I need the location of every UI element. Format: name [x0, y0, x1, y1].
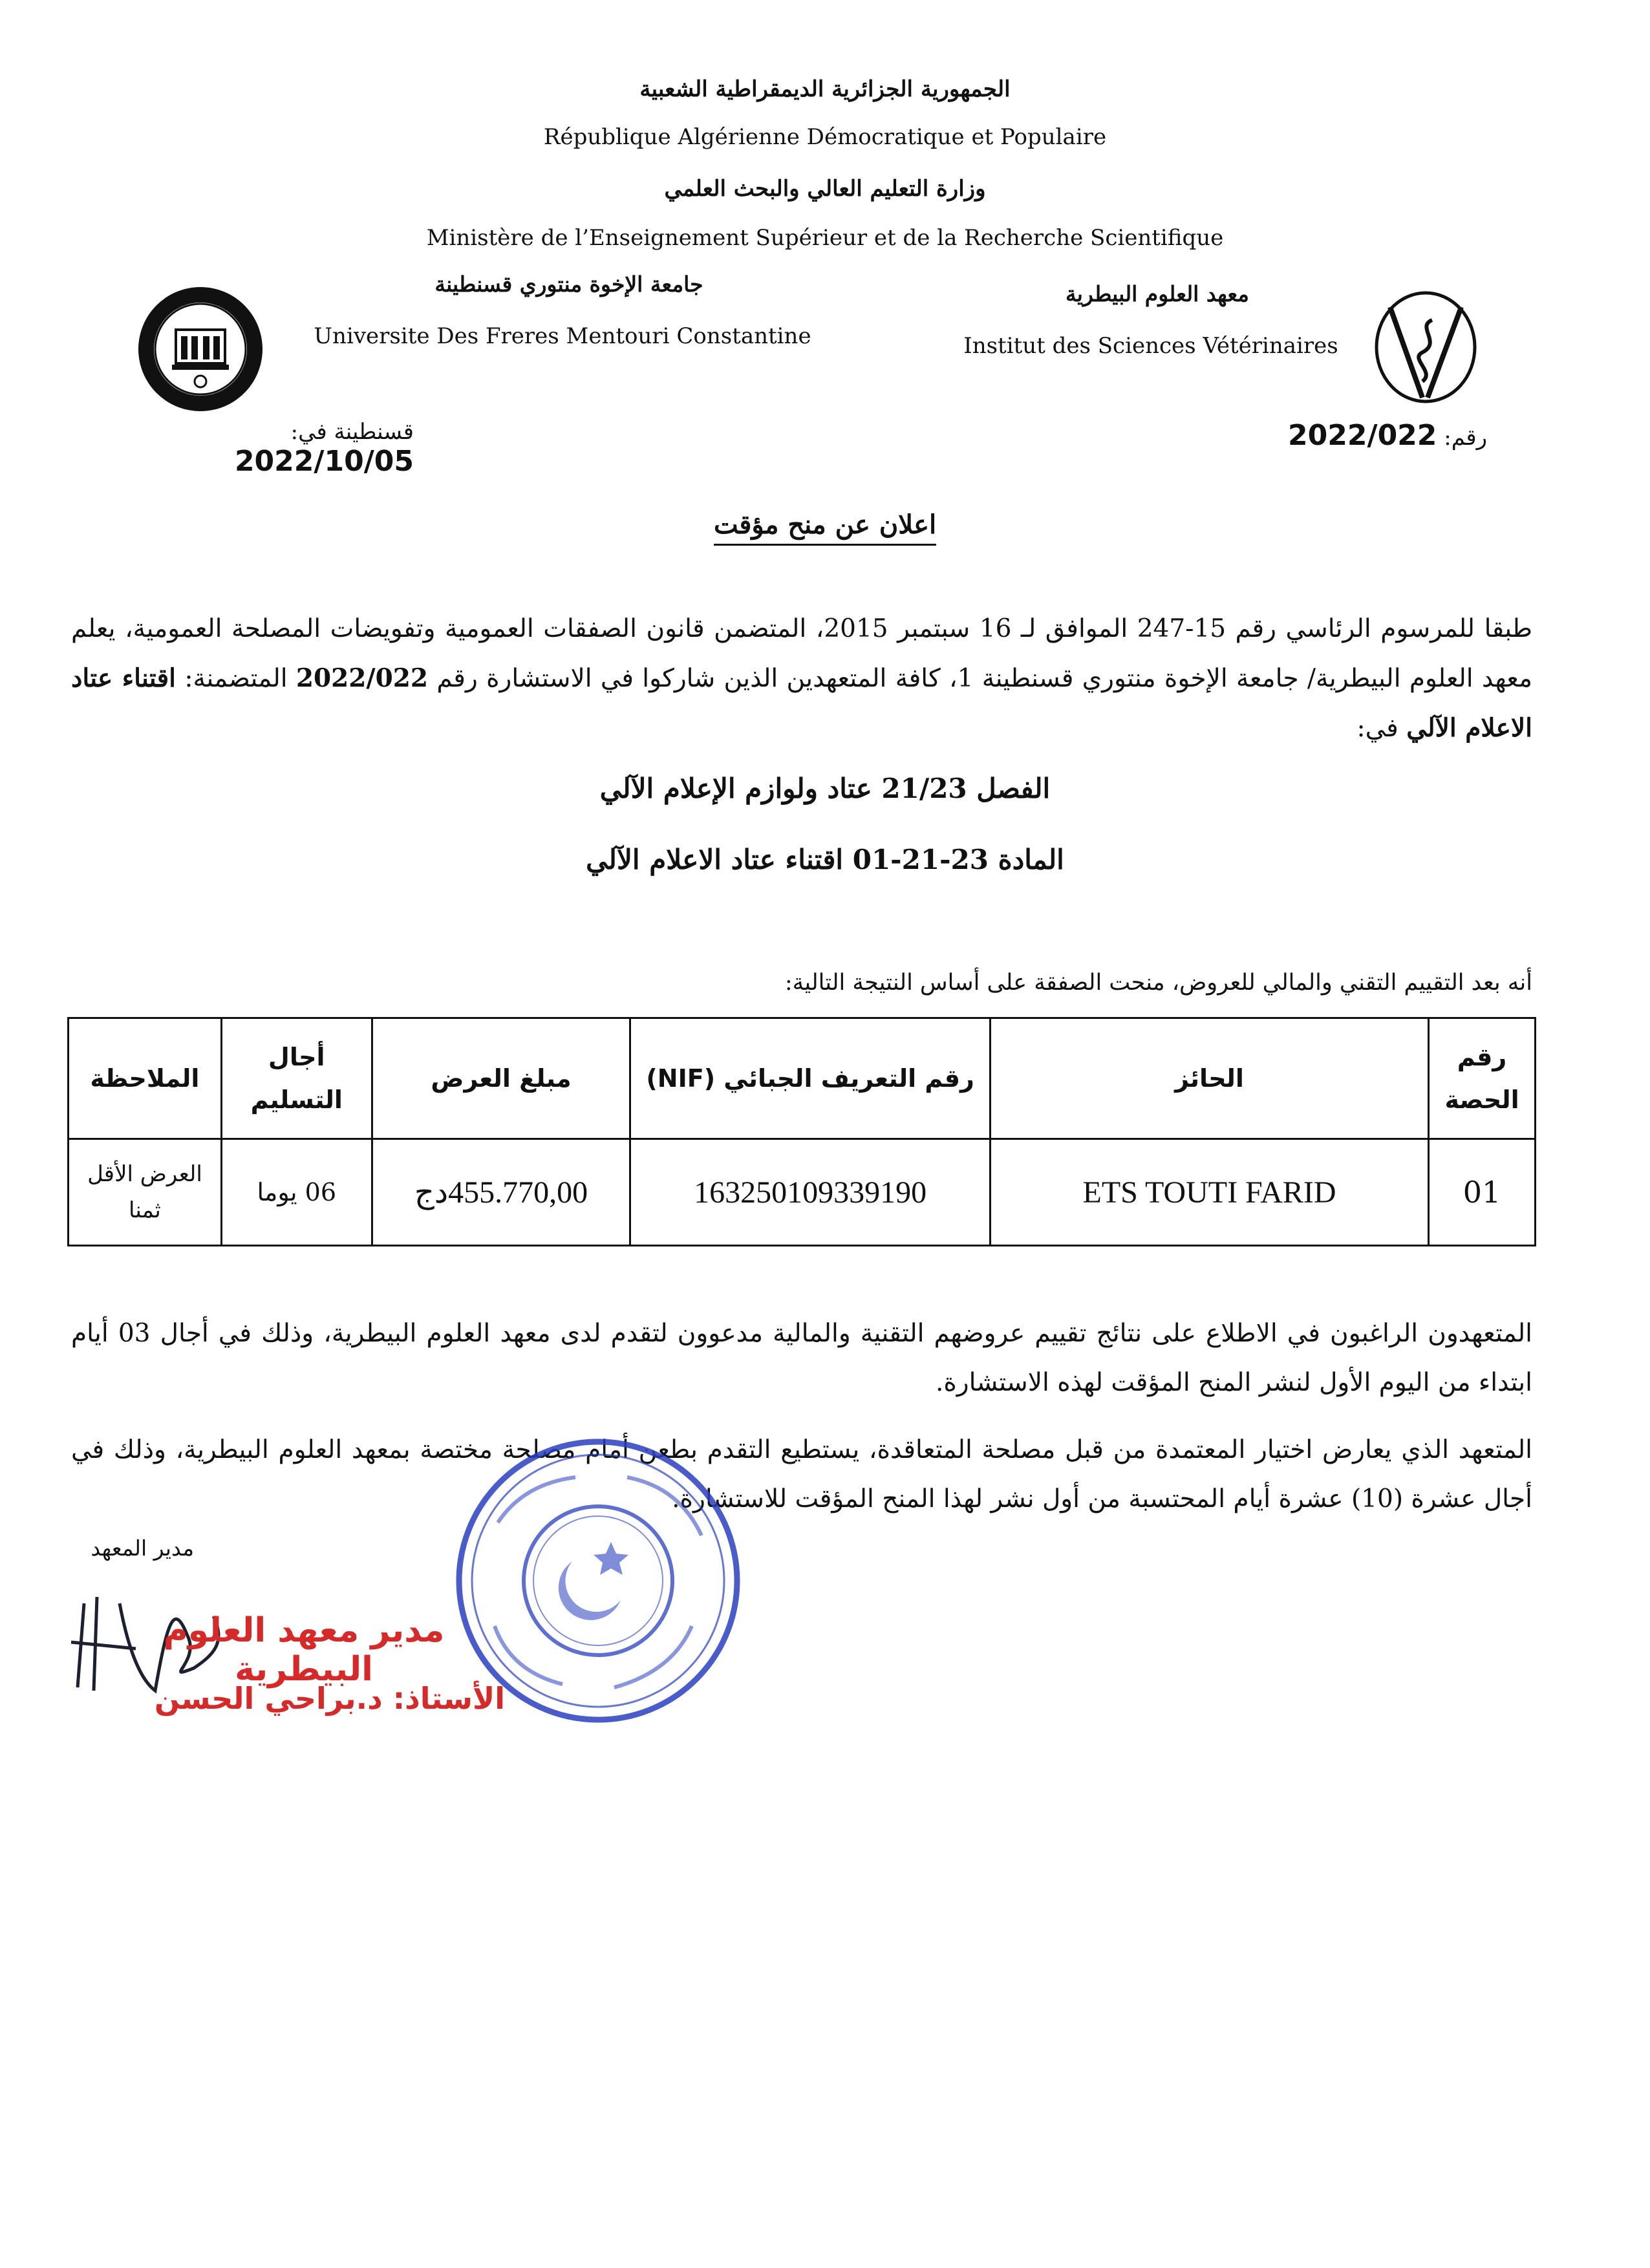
table-row — [69, 1139, 1536, 1246]
republic-fr: République Algérienne Démocratique et Populaire — [543, 124, 1107, 150]
intro-ref: 2022/022 — [295, 663, 429, 693]
intro-mid: المتضمنة: — [176, 664, 296, 693]
results-table — [67, 1017, 1536, 1246]
intro-subject: اقتناء عتاد الاعلام الآلي — [71, 663, 1532, 743]
table-intro: أنه بعد التقييم التقني والمالي للعروض، منحت الصفقة على أساس النتيجة التالية: — [784, 970, 1532, 996]
col-header-amount: مبلغ العرض — [372, 1018, 630, 1139]
stamp-title: مدير معهد العلوم البيطرية — [163, 1611, 445, 1689]
intro-end: في: — [1356, 714, 1407, 743]
ministry-fr: Ministère de l’Enseignement Supérieur et de la Recherche Scientifique — [426, 225, 1224, 251]
reference-value: 2022/022 — [1288, 419, 1437, 452]
article-heading: المادة 23-21-01 اقتناء عتاد الاعلام الآلي — [586, 844, 1064, 875]
ministry-ar: وزارة التعليم العالي والبحث العلمي — [664, 176, 986, 202]
col-header-nif: رقم التعريف الجبائي (NIF) — [630, 1018, 991, 1139]
reference-label: رقم: — [1444, 425, 1487, 451]
institute-ar: معهد العلوم البيطرية — [1066, 281, 1249, 306]
cell-remark: العرض الأقل ثمنا — [69, 1139, 222, 1246]
university-ar: جامعة الإخوة منتوري قسنطينة — [434, 272, 703, 297]
col-header-holder: الحائز — [990, 1018, 1428, 1139]
notice-title-text: اعلان عن منح مؤقت — [714, 509, 936, 546]
university-logo — [136, 284, 265, 414]
cell-lot: 01 — [1429, 1139, 1536, 1246]
reference-line — [1267, 419, 1487, 452]
institute-fr: Institut des Sciences Vétérinaires — [963, 333, 1338, 359]
chapter-heading: الفصل 21/23 عتاد ولوازم الإعلام الآلي — [599, 773, 1051, 804]
notice-paragraph-1: المتعهدون الراغبون في الاطلاع على نتائج تقييم عروضهم التقنية والمالية مدعوون لتقدم لدى معهد العلوم البيطرية، وذلك في أجال 03 أيام ابتداء من اليوم الأول لنشر المنح المؤقت لهذه الاستشارة. — [71, 1319, 1532, 1397]
cell-holder: ETS TOUTI FARID — [990, 1139, 1428, 1246]
cell-nif: 163250109339190 — [630, 1139, 991, 1246]
table-header-row — [69, 1018, 1536, 1139]
notice-title — [0, 509, 1650, 540]
republic-ar: الجمهورية الجزائرية الديمقراطية الشعبية — [639, 76, 1011, 102]
vet-institute-logo — [1371, 288, 1481, 411]
date-line — [116, 419, 414, 478]
col-header-remark: الملاحظة — [69, 1018, 222, 1139]
date-label: قسنطينة في: — [290, 419, 414, 445]
date-value: 2022/10/05 — [234, 445, 414, 478]
cell-delivery: 06 يوما — [221, 1139, 372, 1246]
col-header-lot: رقم الحصة — [1429, 1018, 1536, 1139]
cell-amount: 455.770,00دج — [372, 1139, 630, 1246]
col-header-delivery: أجال التسليم — [221, 1018, 372, 1139]
signatory-label: مدير المعهد — [91, 1535, 194, 1561]
intro-paragraph — [71, 604, 1532, 753]
notice-paragraph-2: المتعهد الذي يعارض اختيار المعتمدة من قبل مصلحة المتعاقدة، يستطيع التقدم بطعن أمام مصلحة مختصة بمعهد العلوم البيطرية، وذلك في أجال عشرة (10) عشرة أيام المحتسبة من أول نشر لهذا المنح المؤقت للاستشارة. — [71, 1435, 1532, 1514]
stamp-name: الأستاذ: د.براحي الحسن — [154, 1681, 506, 1716]
university-fr: Universite Des Freres Mentouri Constantine — [314, 323, 811, 349]
intro-text: طبقا للمرسوم الرئاسي رقم 15-247 الموافق لـ 16 سبتمبر 2015، المتضمن قانون الصفقات العمومية وتفويضات المصلحة العمومية، يعلم معهد العلوم البيطرية/ جامعة الإخوة منتوري قسنطينة 1، كافة المتعهدين الذين شاركوا في الاستشارة رقم — [71, 614, 1533, 693]
